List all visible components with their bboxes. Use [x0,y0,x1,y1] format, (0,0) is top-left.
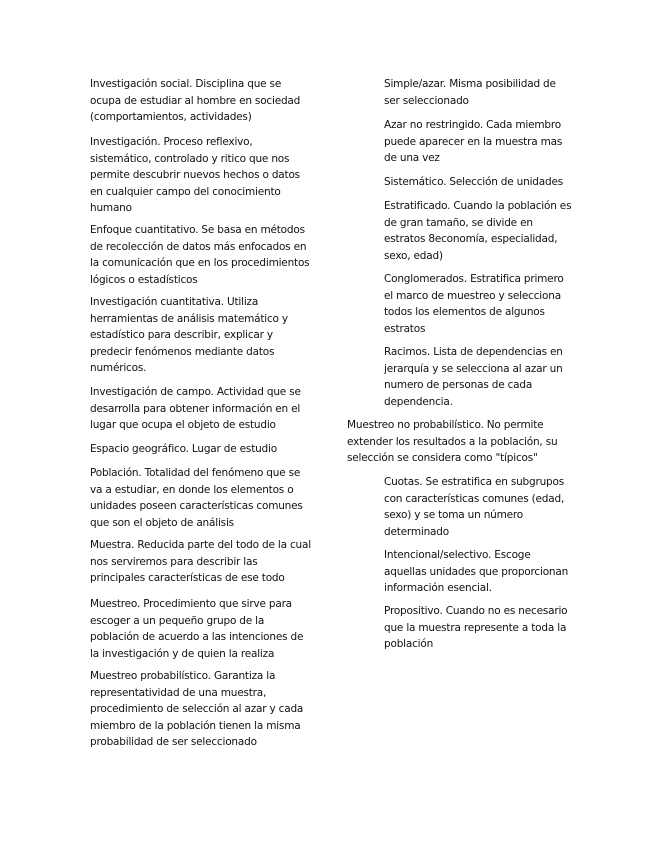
sampling-type-estratificado: Estratificado. Cuando la población es de gran tamaño, se divide en estratos 8economía, especialidad, sexo, edad) [384,200,572,262]
definition-poblacion: Población. Totalidad del fenómeno que se va a estudiar, en donde los elementos o unidades poseen características comunes que son el objeto de análisis [90,467,303,529]
definition-muestra: Muestra. Reducida parte del todo de la cual nos serviremos para describir las principales características de ese todo [90,539,311,584]
sampling-type-conglomerados: Conglomerados. Estratifica primero el marco de muestreo y selecciona todos los elementos de algunos estratos [384,273,564,335]
definition-muestreo: Muestreo. Procedimiento que sirve para escoger a un pequeño grupo de la población de acuerdo a las intenciones de la investigación y de quien la realiza [90,598,304,660]
sampling-type-sistematico: Sistemático. Selección de unidades [384,176,563,188]
sampling-type-intencional-selectivo: Intencional/selectivo. Escoge aquellas unidades que proporcionan información esencial. [384,549,569,594]
sampling-type-simple-azar: Simple/azar. Misma posibilidad de ser seleccionado [384,78,556,107]
definition-investigacion-cuantitativa: Investigación cuantitativa. Utiliza herramientas de análisis matemático y estadístico para describir, explicar y predecir fenómenos mediante datos numéricos. [90,296,288,374]
definition-muestreo-probabilistico: Muestreo probabilístico. Garantiza la representatividad de una muestra, procedimiento de selección al azar y cada miembro de la población tienen la misma probabilidad de ser seleccionado [90,670,304,748]
definition-muestreo-no-probabilistico: Muestreo no probabilístico. No permite extender los resultados a la población, su selección se considera como "típicos" [347,419,558,464]
definition-investigacion: Investigación. Proceso reflexivo, sistemático, controlado y ritico que nos permite descubrir nuevos hechos o datos en cualquier campo del conocimiento humano [90,136,300,214]
sampling-type-racimos: Racimos. Lista de dependencias en jerarquía y se selecciona al azar un numero de personas de cada dependencia. [384,346,563,408]
definition-enfoque-cuantitativo: Enfoque cuantitativo. Se basa en métodos de recolección de datos más enfocados en la comunicación que en los procedimientos lógicos o estadísticos [90,224,310,286]
sampling-type-propositivo: Propositivo. Cuando no es necesario que la muestra represente a toda la población [384,605,568,650]
sampling-type-cuotas: Cuotas. Se estratifica en subgrupos con características comunes (edad, sexo) y se toma un número determinado [384,476,565,538]
definition-espacio-geografico: Espacio geográfico. Lugar de estudio [90,443,277,455]
definition-investigacion-social: Investigación social. Disciplina que se ocupa de estudiar al hombre en sociedad (comportamientos, actividades) [90,78,301,123]
sampling-type-azar-no-restringido: Azar no restringido. Cada miembro puede aparecer en la muestra mas de una vez [384,119,563,164]
definition-investigacion-de-campo: Investigación de campo. Actividad que se desarrolla para obtener información en el lugar que ocupa el objeto de estudio [90,386,301,431]
